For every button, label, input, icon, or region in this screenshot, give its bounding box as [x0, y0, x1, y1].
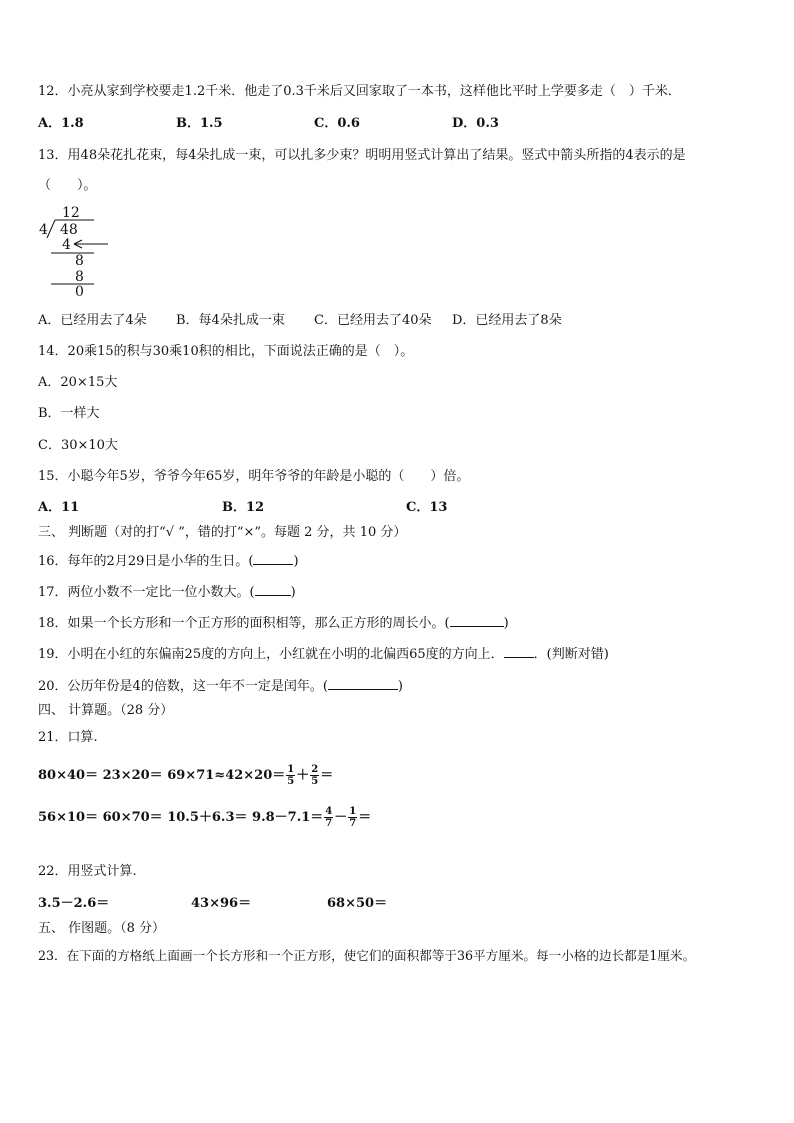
q21-r2-a: 56×10＝: [38, 810, 99, 825]
q12-option-a: A．1.8: [38, 116, 84, 131]
q21-r1-a: 80×40＝: [38, 768, 99, 783]
q15-option-c: C．13: [406, 500, 448, 515]
q18-text: 18．如果一个长方形和一个正方形的面积相等，那么正方形的周长小。(: [38, 616, 450, 631]
long-division-diagram: [38, 203, 118, 298]
q21-r2-c: 10.5＋6.3＝: [167, 810, 248, 825]
q21-r2-eq: ＝: [358, 810, 372, 825]
q18-answer-blank[interactable]: [450, 614, 504, 627]
q21-r1-eq: ＝: [320, 768, 334, 783]
division-step-1: 4: [62, 237, 71, 253]
division-bracket: [47, 220, 55, 238]
q19-row: [38, 645, 609, 663]
q16-answer-blank[interactable]: [253, 552, 293, 565]
q21-r1-b: 23×20＝: [102, 768, 163, 783]
q12-text: 12．小亮从家到学校要走1.2千米．他走了0.3千米后又回家取了一本书，这样他比平时上学要多走（ ）千米．: [38, 84, 681, 99]
q21-r2-fraction-1: $\frac{4}{7}$: [325, 806, 333, 829]
q12-option-b: B．1.5: [176, 116, 223, 131]
q13-text: 13．用48朵花扎花束，每4朵扎成一束，可以扎多少束？明明用竖式计算出了结果。竖式中箭头所指的4表示的是: [38, 148, 686, 163]
q17-answer-blank[interactable]: [255, 583, 291, 596]
q17-row: [38, 583, 296, 601]
q19-answer-blank[interactable]: [504, 645, 534, 658]
q18-row: [38, 614, 509, 632]
q22-title: 22．用竖式计算.: [38, 864, 137, 879]
q13-option-d: D．已经用去了8朵: [452, 313, 562, 328]
division-divisor: 4: [39, 222, 48, 238]
q17-text: 17．两位小数不一定比一位小数大。(: [38, 585, 255, 600]
q22-item-2: 43×96＝: [191, 896, 252, 911]
q21-r1-op: ＋: [296, 768, 310, 783]
q13-option-a: A．已经用去了4朵: [38, 313, 147, 328]
q13-option-b: B．每4朵扎成一束: [176, 313, 285, 328]
division-quotient: 12: [62, 205, 80, 221]
q14-option-b: B．一样大: [38, 406, 100, 421]
q16-row: [38, 552, 299, 570]
q15-text: 15．小聪今年5岁，爷爷今年65岁，明年爷爷的年龄是小聪的（ ）倍。: [38, 469, 470, 484]
q21-title: 21．口算.: [38, 730, 98, 745]
division-dividend: 48: [60, 222, 78, 238]
division-remainder: 0: [75, 284, 84, 298]
q14-option-c: C．30×10大: [38, 438, 118, 453]
q23-text: 23．在下面的方格纸上面画一个长方形和一个正方形，使它们的面积都等于36平方厘米。每一小格的边长都是1厘米。: [38, 948, 696, 963]
q13-option-c: C．已经用去了40朵: [314, 313, 432, 328]
q16-end: ): [293, 554, 299, 569]
q21-r1-fraction-2: $\frac{2}{5}$: [311, 764, 319, 787]
q20-text: 20．公历年份是4的倍数，这一年不一定是闰年。(: [38, 679, 328, 694]
q14-option-a: A．20×15大: [38, 375, 118, 390]
q21-r2-op: －: [334, 810, 348, 825]
q20-row: [38, 677, 403, 695]
division-step-3: 8: [75, 269, 84, 285]
q21-r2-d: 9.8－7.1＝: [252, 810, 324, 825]
q12-option-d: D．0.3: [452, 116, 499, 131]
section-4-heading: 四、 计算题。（28 分）: [38, 703, 174, 718]
q20-end: ): [397, 679, 403, 694]
q21-r1-d: 42×20＝: [225, 768, 286, 783]
q12-option-c: C．0.6: [314, 116, 360, 131]
q19-end: ．(判断对错): [533, 647, 609, 662]
section-5-heading: 五、 作图题。（8 分）: [38, 921, 166, 936]
division-step-2: 8: [75, 253, 84, 269]
q16-text: 16．每年的2月29日是小华的生日。(: [38, 554, 254, 569]
q22-item-1: 3.5－2.6＝: [38, 896, 110, 911]
q22-item-3: 68×50＝: [327, 896, 388, 911]
q21-row-1: [38, 764, 333, 787]
q15-option-b: B．12: [222, 500, 265, 515]
q14-text: 14．20乘15的积与30乘10积的相比，下面说法正确的是（ ）。: [38, 344, 414, 359]
q21-r2-fraction-2: $\frac{1}{7}$: [349, 806, 357, 829]
q17-end: ): [290, 585, 296, 600]
q13-text-2: （ ）。: [38, 178, 97, 193]
q21-r1-c: 69×71≈: [167, 768, 226, 783]
q18-end: ): [503, 616, 509, 631]
section-3-heading: 三、 判断题（对的打“√ ”，错的打“×”。每题 2 分，共 10 分）: [38, 525, 407, 540]
q21-r2-b: 60×70＝: [102, 810, 163, 825]
q21-r1-fraction-1: $\frac{1}{5}$: [287, 764, 295, 787]
q19-text: 19．小明在小红的东偏南25度的方向上，小红就在小明的北偏西65度的方向上．: [38, 647, 504, 662]
q20-answer-blank[interactable]: [328, 677, 398, 690]
q21-row-2: [38, 806, 371, 829]
q15-option-a: A．11: [38, 500, 80, 515]
